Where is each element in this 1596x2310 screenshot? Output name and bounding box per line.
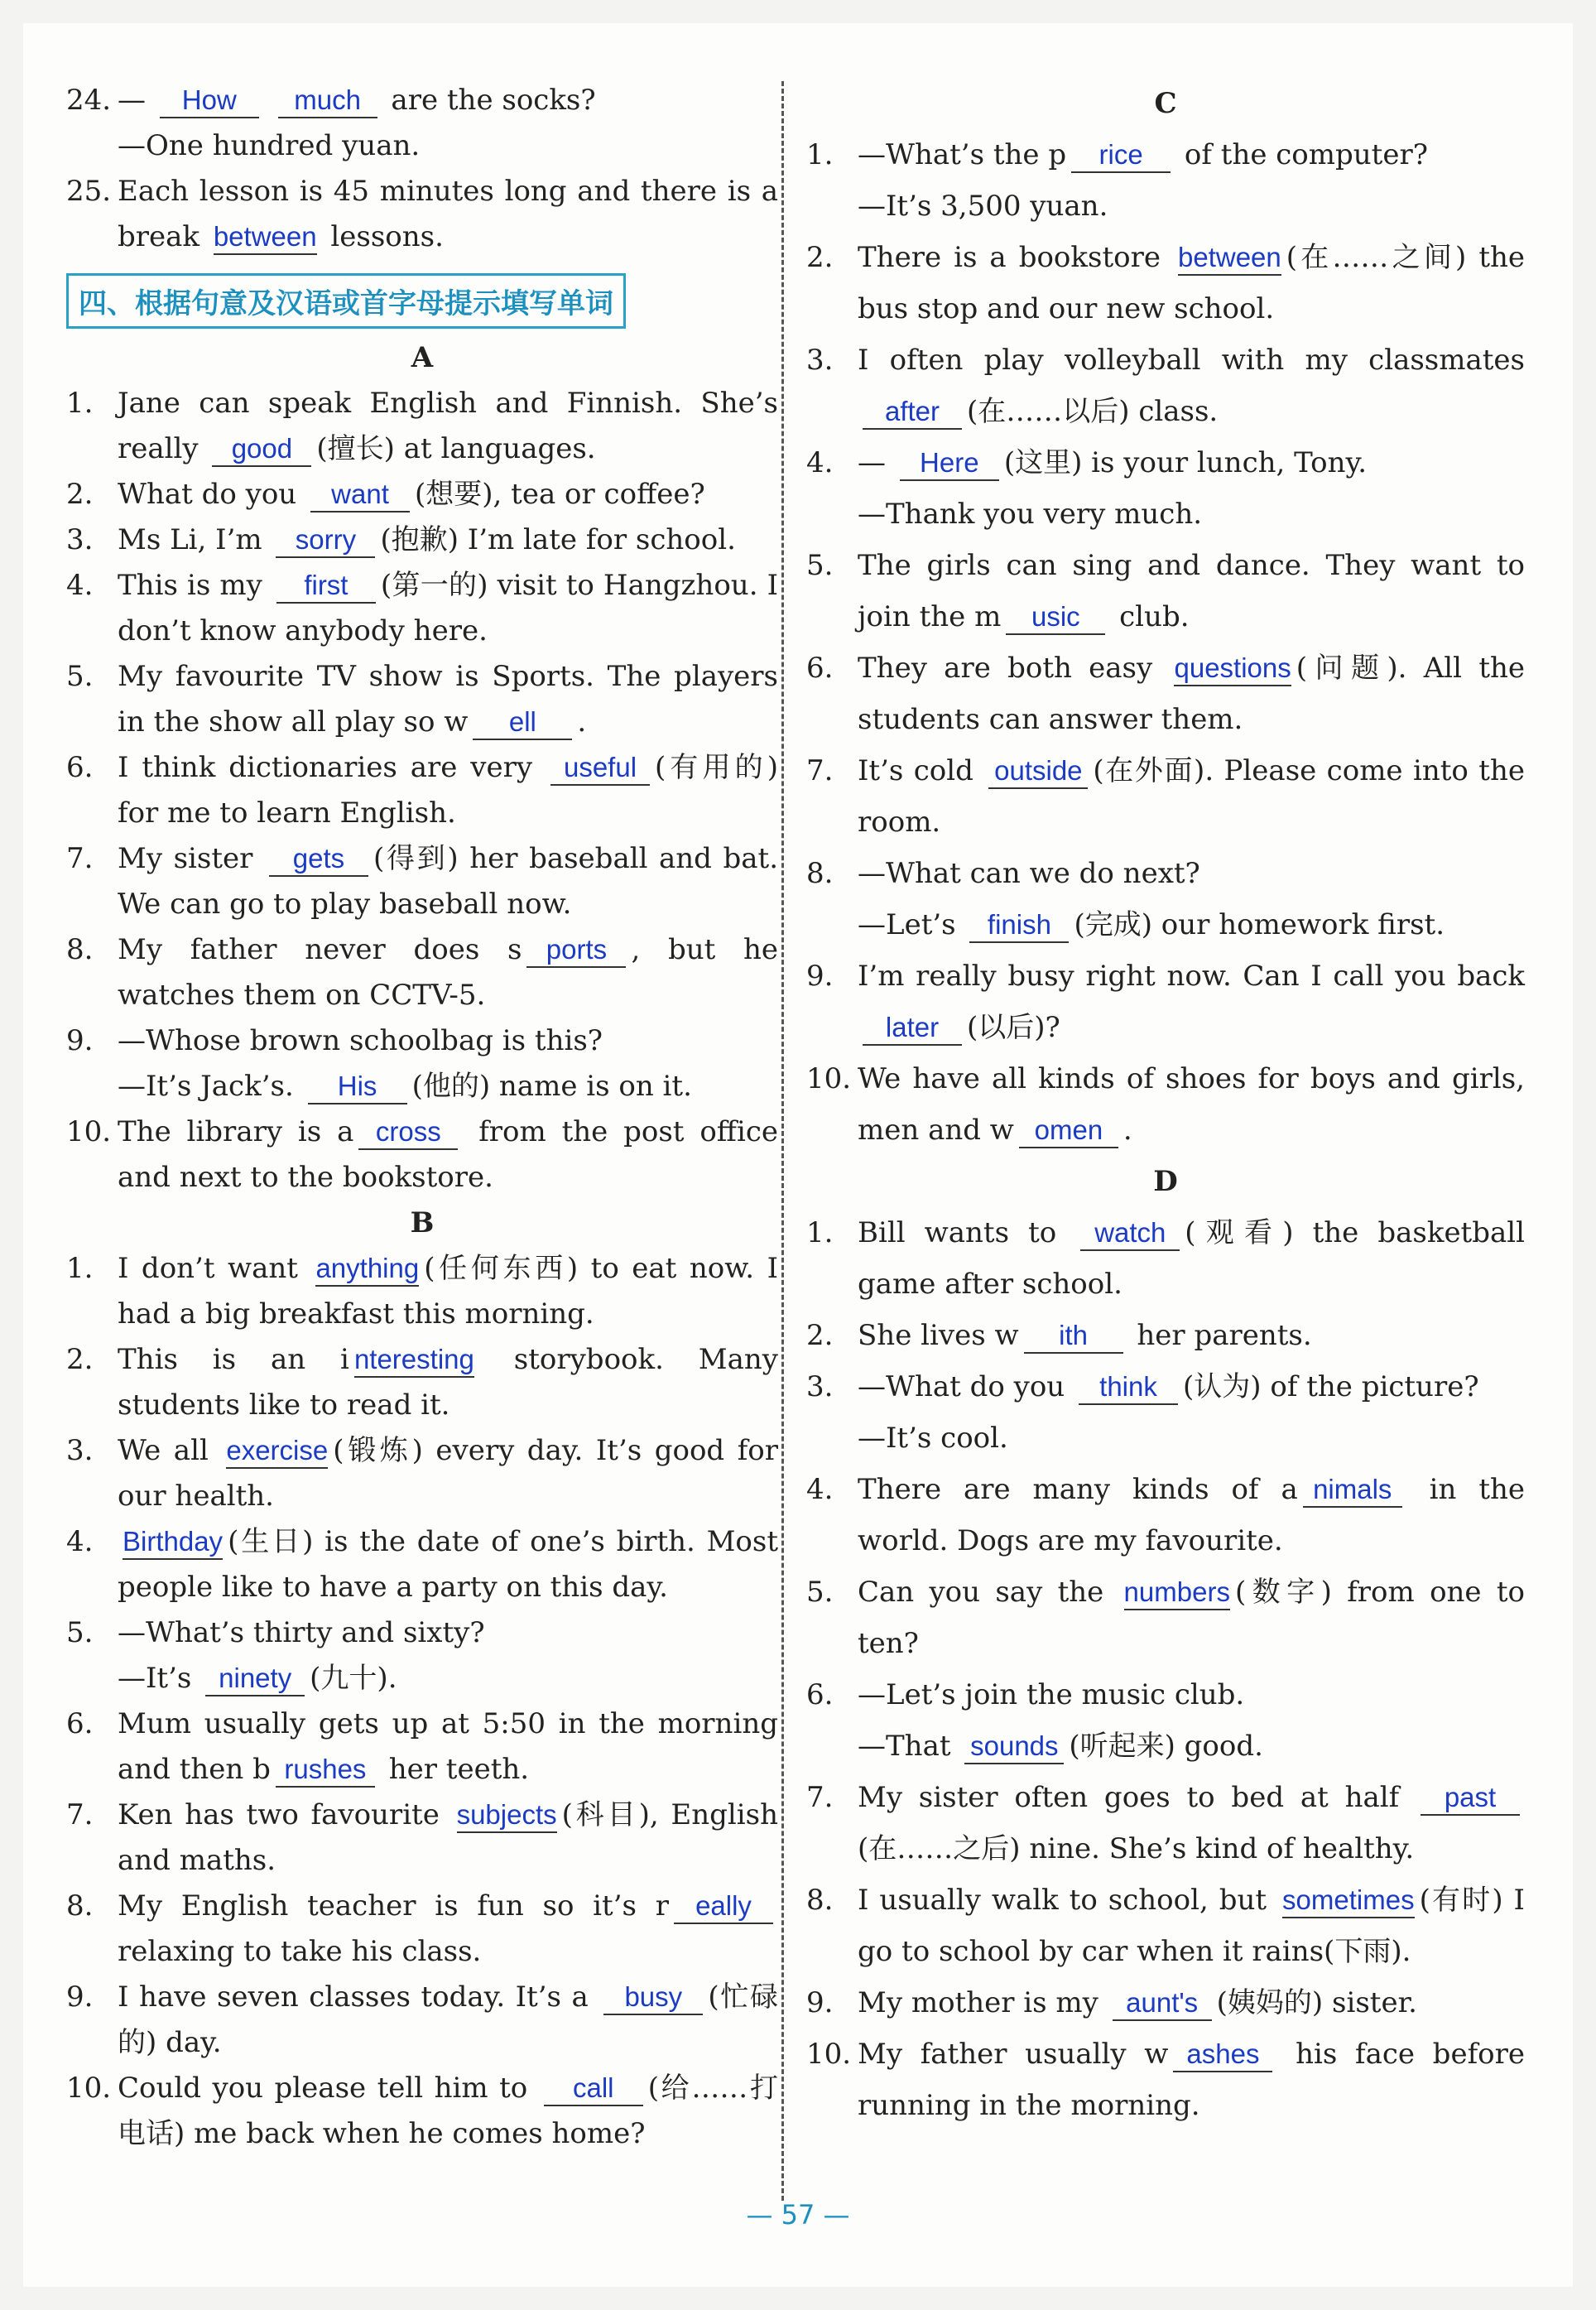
- question-number: 6.: [66, 751, 94, 784]
- section-label: B: [410, 1206, 435, 1239]
- question-text: —Whose brown schoolbag is this?: [118, 1024, 603, 1057]
- question-reply: —It’s cool.: [858, 1422, 1008, 1455]
- question-text: (这里) is your lunch, Tony.: [1003, 446, 1368, 479]
- question-item: [66, 1018, 778, 1064]
- question-item: [66, 563, 778, 654]
- question-reply: [806, 899, 1525, 950]
- question-item: [66, 1884, 778, 1975]
- question-item: [806, 1977, 1525, 2028]
- question-text: I often play volleyball with my classmates: [858, 344, 1525, 377]
- question-number: 10.: [806, 1062, 852, 1095]
- question-item: [66, 1337, 778, 1428]
- answer-blank: rushes: [276, 1753, 375, 1788]
- question-number: 8.: [806, 857, 834, 890]
- question-text: (得到) her baseball and bat. We can go to play baseball now.: [118, 842, 778, 921]
- question-number: 1.: [806, 1216, 834, 1249]
- right-column: [806, 23, 1525, 2131]
- question-reply: —It’s 3,500 yuan.: [858, 190, 1108, 223]
- question-text: .: [577, 705, 587, 739]
- question-number: 3.: [66, 523, 94, 556]
- question-text: (第一的) visit to Hangzhou. I don’t know anybody here.: [118, 569, 779, 647]
- question-text: Can you say the: [858, 1576, 1119, 1609]
- answer-blank: numbers: [1124, 1576, 1230, 1610]
- question-text: (锻炼) every day. It’s good for our health.: [118, 1434, 778, 1513]
- answer-blank: later: [863, 1011, 962, 1046]
- question-text: storybook. Many students like to read it.: [118, 1343, 778, 1422]
- question-text: (完成) our homework first.: [1074, 908, 1445, 941]
- question-text: (生日) is the date of one’s birth. Most people like to have a party on this day.: [118, 1525, 778, 1604]
- answer-blank: outside: [988, 754, 1088, 789]
- question-item: [66, 1793, 778, 1884]
- question-number: 6.: [806, 1678, 834, 1711]
- question-text: —It’s Jack’s.: [118, 1070, 303, 1103]
- question-item: [66, 1975, 778, 2066]
- question-text: I think dictionaries are very: [118, 751, 546, 784]
- answer-blank: ith: [1024, 1319, 1123, 1354]
- question-item: [806, 848, 1525, 899]
- question-text: (在外面). Please come into the room.: [858, 754, 1525, 839]
- question-number: 4.: [806, 446, 834, 479]
- answer-blank: past: [1421, 1781, 1520, 1816]
- question-number: 10.: [806, 2038, 852, 2071]
- question-text: (听起来) good.: [1069, 1730, 1263, 1763]
- question-item: [66, 78, 778, 123]
- question-item: [806, 1566, 1525, 1669]
- question-text: her teeth.: [379, 1753, 530, 1786]
- question-text: She lives w: [858, 1319, 1019, 1352]
- question-item: [806, 950, 1525, 1053]
- question-item: [66, 1519, 778, 1610]
- question-item: [66, 1246, 778, 1337]
- question-number: 1.: [66, 387, 94, 420]
- question-text: I don’t want: [118, 1252, 311, 1285]
- question-text: lessons.: [321, 220, 444, 253]
- left-column: [66, 23, 778, 2157]
- question-text: (抱歉) I’m late for school.: [380, 523, 736, 556]
- question-text: in the world. Dogs are my favourite.: [858, 1473, 1526, 1557]
- answer-blank: ports: [526, 933, 626, 968]
- question-text: My sister often goes to bed at half: [858, 1781, 1416, 1814]
- question-number: 24.: [66, 84, 112, 117]
- question-text: —It’s: [118, 1662, 201, 1695]
- answer-blank: omen: [1019, 1114, 1118, 1148]
- question-item: [806, 129, 1525, 180]
- question-text: (数字) from one to ten?: [858, 1576, 1525, 1660]
- page: [23, 23, 1573, 2287]
- question-item: [806, 232, 1525, 334]
- question-number: 4.: [66, 569, 94, 602]
- question-text: (擅长) at languages.: [316, 432, 596, 465]
- question-reply: [66, 1064, 778, 1109]
- question-reply: [66, 1656, 778, 1701]
- question-item: [66, 1109, 778, 1201]
- answer-blank: ell: [473, 705, 572, 740]
- question-number: 8.: [66, 933, 94, 966]
- question-item: [806, 1669, 1525, 1720]
- question-text: [264, 84, 273, 117]
- question-text: We all: [118, 1434, 222, 1467]
- question-reply: —One hundred yuan.: [118, 129, 421, 162]
- question-item: [66, 745, 778, 836]
- question-text: I usually walk to school, but: [858, 1884, 1278, 1917]
- question-text: are the socks?: [382, 84, 596, 117]
- question-item: [66, 836, 778, 927]
- answer-blank: between: [214, 220, 317, 255]
- section-label: A: [411, 341, 434, 374]
- question-number: 9.: [806, 960, 834, 993]
- question-item: [66, 1428, 778, 1519]
- question-number: 4.: [806, 1473, 834, 1506]
- question-text: My father usually w: [858, 2038, 1169, 2071]
- question-text: (任何东西) to eat now. I had a big breakfast this morning.: [118, 1252, 779, 1331]
- question-text: —Let’s join the music club.: [858, 1678, 1245, 1711]
- page-number: — 57 —: [746, 2199, 850, 2231]
- question-text: (观看) the basketball game after school.: [858, 1216, 1526, 1301]
- section-heading: 四、根据句意及汉语或首字母提示填写单词: [66, 273, 626, 329]
- answer-blank: good: [212, 432, 311, 467]
- question-number: 9.: [66, 1980, 94, 2014]
- question-reply: —Thank you very much.: [858, 498, 1203, 531]
- question-number: 7.: [66, 842, 94, 875]
- question-item: [66, 381, 778, 472]
- question-text: his face before running in the morning.: [858, 2038, 1525, 2122]
- answer-blank: exercise: [226, 1434, 328, 1469]
- answer-blank: anything: [315, 1252, 419, 1287]
- question-item: [66, 169, 778, 260]
- answer-blank: first: [276, 569, 376, 604]
- question-reply: [806, 1720, 1525, 1772]
- question-item: [806, 1772, 1525, 1874]
- question-number: 2.: [806, 1319, 834, 1352]
- question-text: (忙碌的) day.: [118, 1980, 779, 2059]
- question-number: 5.: [806, 549, 834, 582]
- question-item: [66, 1610, 778, 1656]
- question-number: 7.: [806, 1781, 834, 1814]
- question-text: , but he watches them on CCTV-5.: [118, 933, 778, 1012]
- question-item: [806, 1464, 1525, 1566]
- question-number: 3.: [806, 344, 834, 377]
- answer-blank: ashes: [1173, 2038, 1272, 2072]
- question-text: I’m really busy right now. Can I call you back: [858, 960, 1525, 993]
- question-item: [806, 540, 1525, 642]
- question-item: [806, 2028, 1525, 2131]
- question-text: (有时) I go to school by car when it rains(下雨).: [858, 1884, 1525, 1968]
- question-text: The library is a: [118, 1115, 354, 1148]
- answer-blank: How: [160, 84, 259, 118]
- answer-blank: sounds: [964, 1730, 1064, 1764]
- question-text: —: [858, 446, 895, 479]
- answer-blank: rice: [1071, 138, 1171, 173]
- question-text: Each lesson is 45 minutes long and there is a break: [118, 175, 778, 253]
- question-item: [806, 1207, 1525, 1310]
- question-number: 2.: [66, 1343, 94, 1376]
- question-number: 9.: [806, 1986, 834, 2019]
- question-text: Mum usually gets up at 5:50 in the morning and then b: [118, 1707, 778, 1786]
- question-text: —What’s the p: [858, 138, 1067, 171]
- question-text: relaxing to take his class.: [118, 1935, 482, 1968]
- question-number: 10.: [66, 1115, 112, 1148]
- question-item: [66, 1701, 778, 1793]
- question-number: 10.: [66, 2072, 112, 2105]
- answer-blank: nteresting: [354, 1343, 474, 1378]
- question-text: My English teacher is fun so it’s r: [118, 1889, 669, 1923]
- question-text: (有用的) for me to learn English.: [118, 751, 779, 830]
- question-text: Jane can speak English and Finnish. She’s really: [118, 387, 778, 465]
- question-text: —: [118, 84, 155, 117]
- question-item: [806, 334, 1525, 437]
- question-number: 5.: [806, 1576, 834, 1609]
- question-item: [66, 472, 778, 517]
- question-text: Ken has two favourite: [118, 1798, 452, 1831]
- question-text: Could you please tell him to: [118, 2072, 539, 2105]
- question-number: 1.: [806, 138, 834, 171]
- question-text: —What’s thirty and sixty?: [118, 1616, 485, 1649]
- question-text: (科目), English and maths.: [118, 1798, 778, 1877]
- question-text: —Let’s: [858, 908, 965, 941]
- question-item: [806, 437, 1525, 488]
- question-text: (在……之间) the bus stop and our new school.: [858, 241, 1525, 325]
- question-text: We have all kinds of shoes for boys and girls, men and w: [858, 1062, 1525, 1147]
- answer-blank: call: [544, 2072, 643, 2106]
- question-number: 7.: [806, 754, 834, 787]
- question-text: Ms Li, I’m: [118, 523, 272, 556]
- question-text: club.: [1110, 600, 1190, 633]
- question-number: 2.: [806, 241, 834, 274]
- question-text: I have seven classes today. It’s a: [118, 1980, 599, 2014]
- question-number: 1.: [66, 1252, 94, 1285]
- question-text: (想要), tea or coffee?: [415, 478, 705, 511]
- question-item: [806, 745, 1525, 848]
- answer-blank: want: [310, 478, 410, 513]
- question-item: [806, 1310, 1525, 1361]
- question-text: Bill wants to: [858, 1216, 1076, 1249]
- section-label: D: [1153, 1165, 1178, 1198]
- answer-blank: usic: [1006, 600, 1105, 635]
- question-item: [66, 654, 778, 745]
- question-number: 9.: [66, 1024, 94, 1057]
- answer-blank: think: [1079, 1370, 1178, 1405]
- answer-blank: sorry: [276, 523, 375, 558]
- answer-blank: Birthday: [123, 1525, 223, 1560]
- question-text: .: [1122, 1114, 1132, 1147]
- question-item: [66, 927, 778, 1018]
- question-number: 3.: [66, 1434, 94, 1467]
- question-text: (给……打电话) me back when he comes home?: [118, 2072, 779, 2150]
- answer-blank: subjects: [457, 1798, 557, 1833]
- question-text: (在……之后) nine. She’s kind of healthy.: [858, 1832, 1415, 1865]
- answer-blank: His: [308, 1070, 407, 1104]
- question-text: What do you: [118, 478, 306, 511]
- question-text: It’s cold: [858, 754, 984, 787]
- question-text: (问题). All the students can answer them.: [858, 652, 1526, 736]
- question-text: There is a bookstore: [858, 241, 1173, 274]
- question-number: 3.: [806, 1370, 834, 1403]
- question-number: 5.: [66, 1616, 94, 1649]
- question-text: My sister: [118, 842, 264, 875]
- question-number: 4.: [66, 1525, 94, 1558]
- question-item: [806, 642, 1525, 745]
- question-text: My mother is my: [858, 1986, 1108, 2019]
- answer-blank: nimals: [1303, 1473, 1402, 1508]
- answer-blank: between: [1178, 241, 1281, 276]
- question-number: 8.: [66, 1889, 94, 1923]
- question-number: 6.: [806, 652, 834, 685]
- question-text: of the computer?: [1175, 138, 1428, 171]
- question-text: My favourite TV show is Sports. The players in the show all play so w: [118, 660, 778, 739]
- question-item: [66, 517, 778, 563]
- answer-blank: sometimes: [1282, 1884, 1415, 1918]
- answer-blank: useful: [550, 751, 650, 786]
- question-text: her parents.: [1127, 1319, 1312, 1352]
- answer-blank: after: [863, 395, 962, 430]
- question-item: [66, 2066, 778, 2157]
- question-text: (他的) name is on it.: [411, 1070, 692, 1103]
- question-text: This is an i: [118, 1343, 349, 1376]
- question-item: [806, 1053, 1525, 1156]
- column-divider: [781, 81, 784, 2201]
- question-number: 25.: [66, 175, 112, 208]
- answer-blank: eally: [674, 1889, 773, 1924]
- question-text: from the post office and next to the bookstore.: [118, 1115, 778, 1194]
- question-text: (认为) of the picture?: [1183, 1370, 1479, 1403]
- section-label: C: [1154, 87, 1177, 120]
- question-number: 8.: [806, 1884, 834, 1917]
- answer-blank: cross: [358, 1115, 458, 1150]
- answer-blank: gets: [269, 842, 368, 877]
- question-text: (九十).: [310, 1662, 397, 1695]
- question-number: 2.: [66, 478, 94, 511]
- question-text: (姨妈的) sister.: [1216, 1986, 1417, 2019]
- answer-blank: questions: [1174, 652, 1291, 686]
- question-text: They are both easy: [858, 652, 1170, 685]
- question-text: —That: [858, 1730, 960, 1763]
- answer-blank: finish: [969, 908, 1069, 943]
- question-number: 5.: [66, 660, 94, 693]
- answer-blank: Here: [900, 446, 999, 481]
- question-text: My father never does s: [118, 933, 522, 966]
- question-text: This is my: [118, 569, 272, 602]
- question-text: (以后)?: [967, 1011, 1060, 1044]
- question-text: (在……以后) class.: [967, 395, 1219, 428]
- answer-blank: aunt's: [1113, 1986, 1212, 2021]
- question-item: [806, 1874, 1525, 1977]
- answer-blank: ninety: [205, 1662, 305, 1696]
- question-text: —What can we do next?: [858, 857, 1200, 890]
- answer-blank: watch: [1080, 1216, 1180, 1251]
- question-text: —What do you: [858, 1370, 1074, 1403]
- answer-blank: much: [278, 84, 377, 118]
- question-number: 6.: [66, 1707, 94, 1740]
- answer-blank: busy: [603, 1980, 703, 2015]
- question-text: The girls can sing and dance. They want to join the m: [858, 549, 1525, 633]
- question-item: [806, 1361, 1525, 1412]
- question-text: There are many kinds of a: [858, 1473, 1298, 1506]
- question-number: 7.: [66, 1798, 94, 1831]
